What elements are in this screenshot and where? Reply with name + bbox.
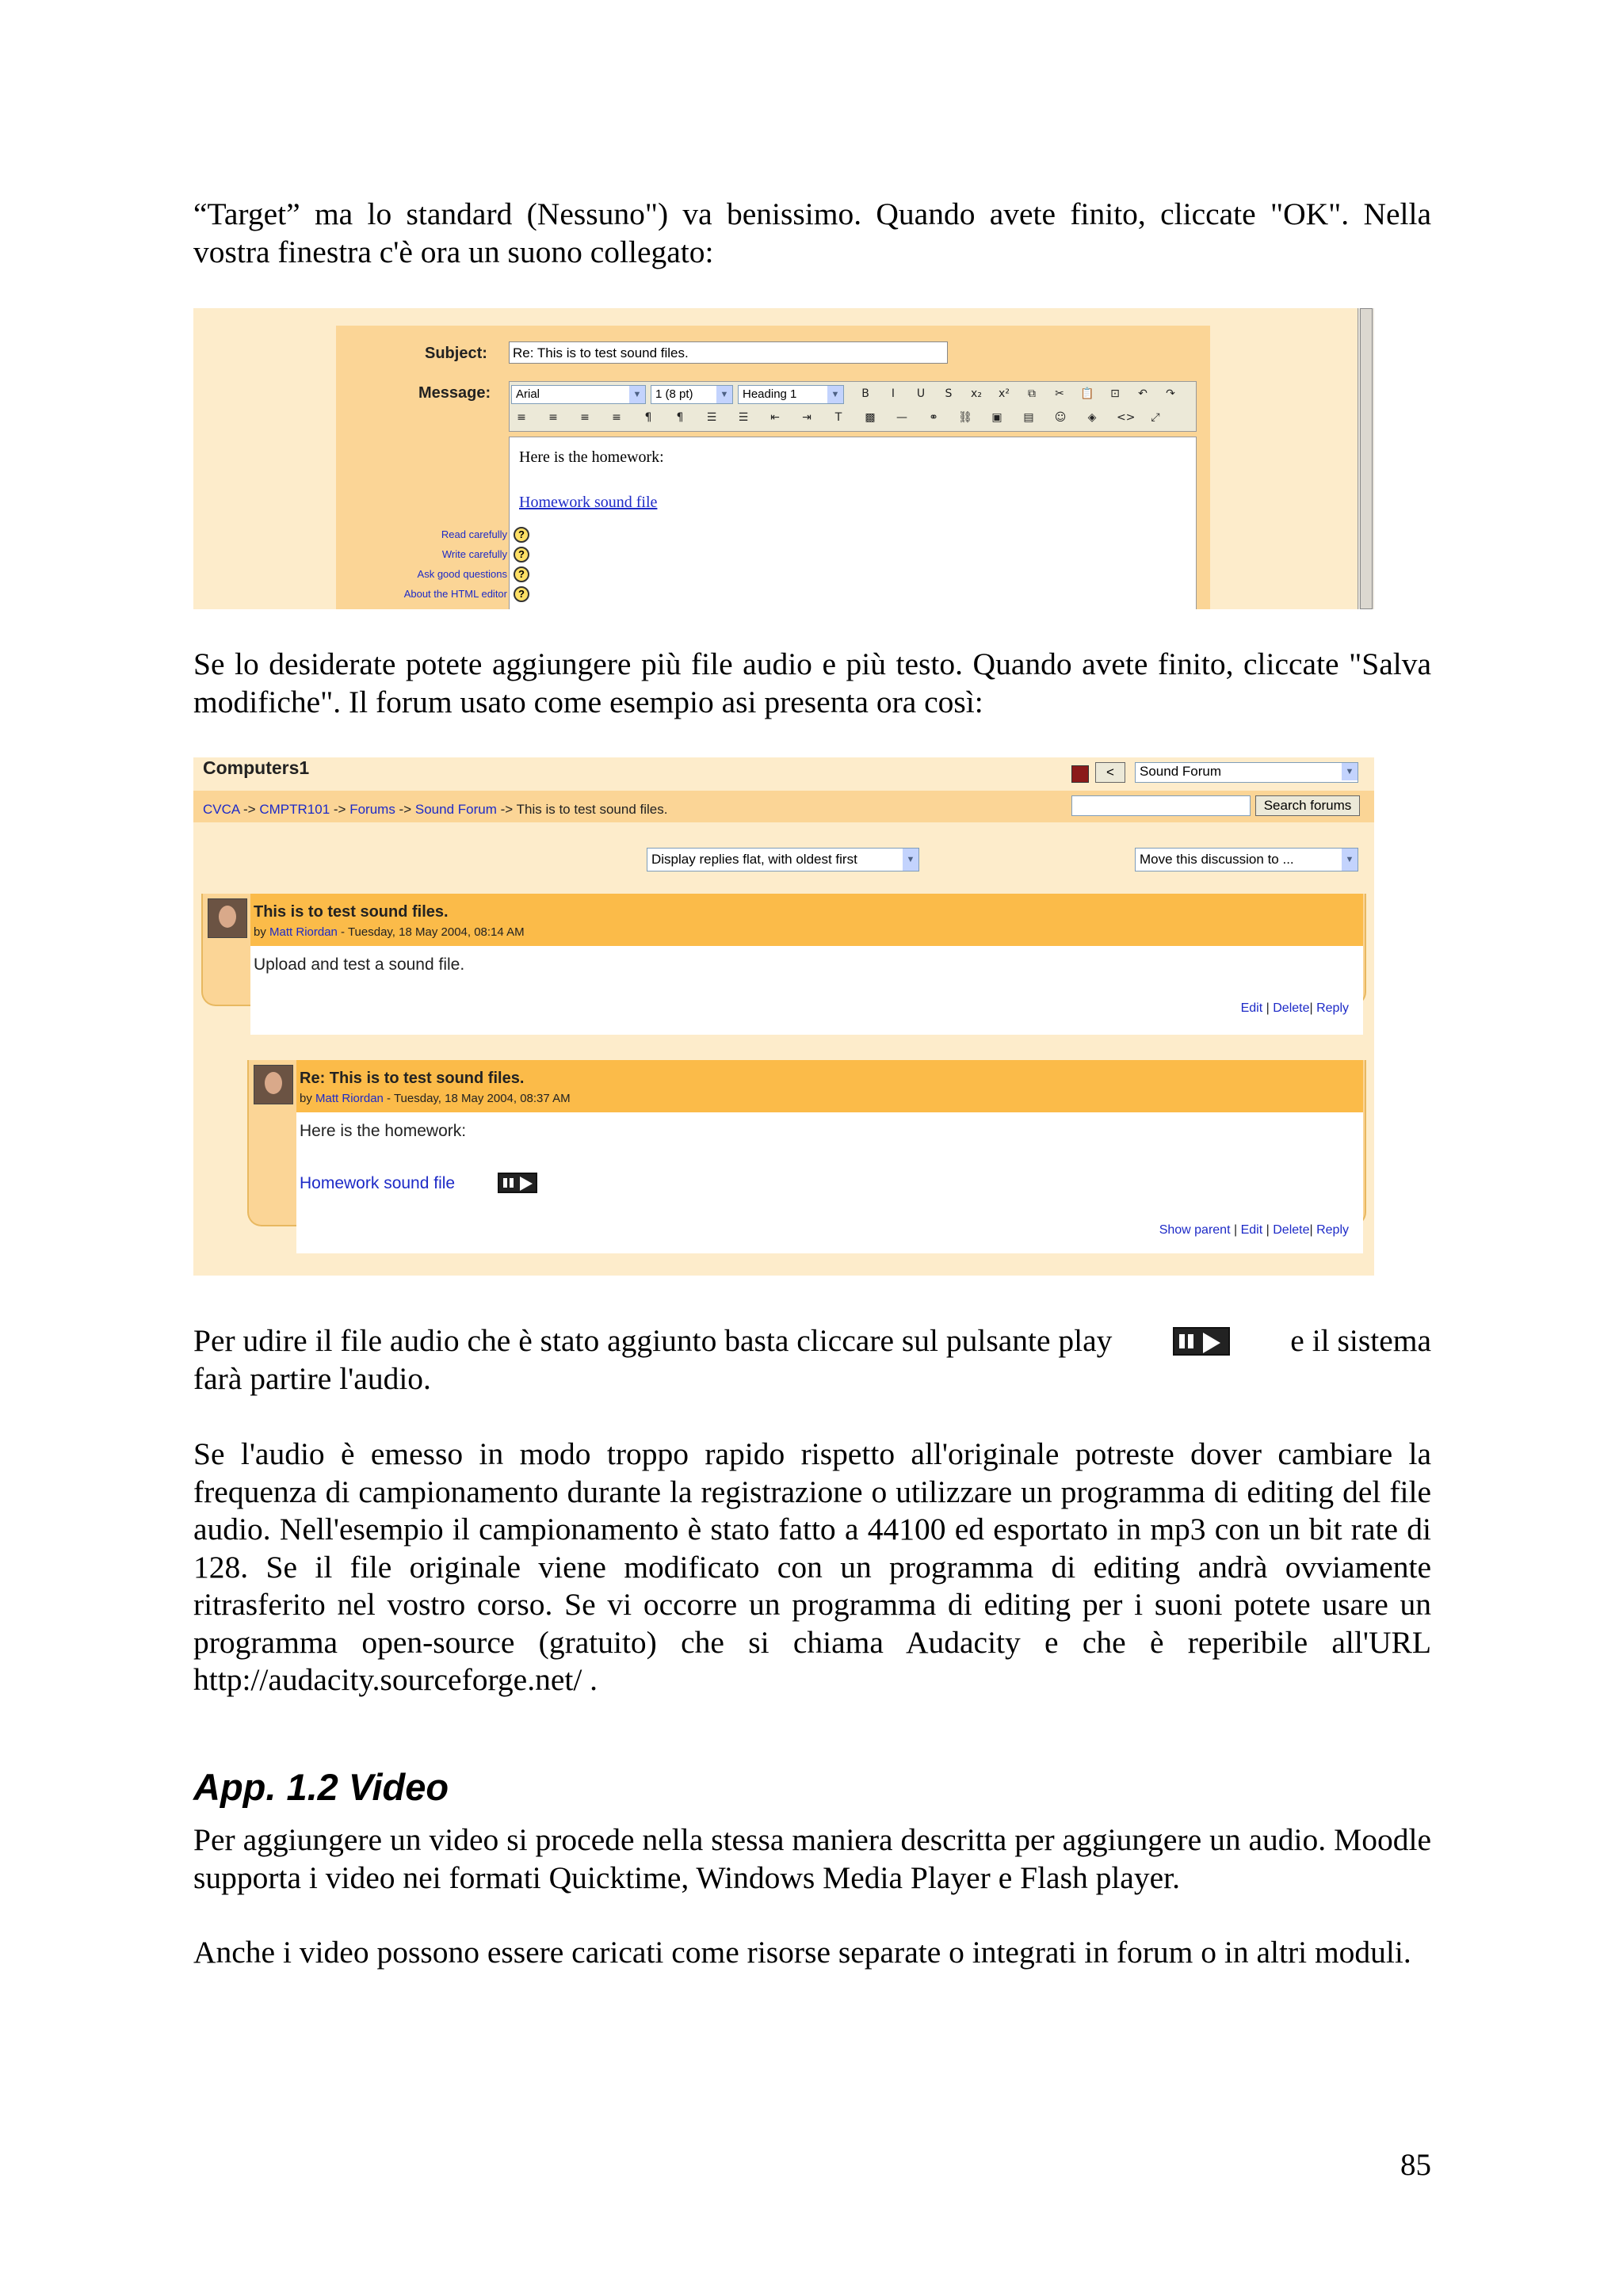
- post-byline: by Matt Riordan - Tuesday, 18 May 2004, 08:37 AM: [300, 1092, 571, 1105]
- help-link-write[interactable]: Write carefully: [441, 548, 507, 560]
- breadcrumb-sound-forum[interactable]: Sound Forum: [414, 802, 497, 817]
- course-title[interactable]: Computers1: [203, 757, 310, 778]
- scrollbar[interactable]: [1358, 308, 1374, 609]
- toolbar-button-icon[interactable]: ⤢: [1151, 411, 1160, 424]
- chevron-down-icon: ▼: [716, 386, 732, 403]
- toolbar-button-icon[interactable]: B: [861, 387, 869, 400]
- toolbar-button-icon[interactable]: <>: [1117, 411, 1136, 424]
- paragraph-3-start: Per udire il file audio che è stato aggiunto basta cliccare sul pulsante play: [193, 1323, 1113, 1358]
- paragraph-4: Se l'audio è emesso in modo troppo rapido rispetto all'originale potreste dover cambiare la frequenza di campionamento durante la registrazione o utilizzare un programma di editing del file audio. Nell'esempio il campionamento è stato fatto a 44100 ed esportato in mp3 con un bit rate di 128. Se il file originale viene modificato con un programma di editing andrà ovviamente ritrasferito nel vostro corso. Se vi occorre un programma di editing per i suoni potete usare un programma open-source (gratuito) che si chiama Audacity e che è reperibile all'URL http://audacity.sourceforge.net/ .: [193, 1436, 1431, 1697]
- paragraph-5: Per aggiungere un video si procede nella stessa maniera descritta per aggiungere un audio. Moodle supporta i video nei formati Quicktime, Windows Media Player e Flash player.: [193, 1822, 1431, 1895]
- toolbar-button-icon[interactable]: T: [834, 411, 842, 424]
- paragraph-2: Se lo desiderate potete aggiungere più file audio e più testo. Quando avete finito, cliccate "Salva modifiche". Il forum usato come esempio asi presenta ora così:: [193, 646, 1431, 719]
- back-button[interactable]: <: [1095, 762, 1125, 783]
- toolbar-button-icon[interactable]: S: [945, 387, 953, 400]
- post-byline: by Matt Riordan - Tuesday, 18 May 2004, 08:14 AM: [254, 925, 525, 939]
- toolbar-button-icon[interactable]: ≡: [548, 411, 558, 424]
- page-number: 85: [1400, 2148, 1431, 2182]
- reply-link[interactable]: Reply: [1316, 1001, 1349, 1015]
- section-heading: App. 1.2 Video: [193, 1766, 449, 1808]
- message-editor[interactable]: [509, 437, 1197, 609]
- paragraph-3-end-second-line: farà partire l'audio.: [193, 1360, 431, 1396]
- search-input[interactable]: [1071, 795, 1251, 816]
- help-icon[interactable]: ?: [514, 566, 529, 582]
- message-label: Message:: [418, 384, 491, 402]
- show-parent-link[interactable]: Show parent: [1159, 1223, 1231, 1237]
- author-link[interactable]: Matt Riordan: [269, 925, 338, 939]
- toolbar-button-icon[interactable]: ↶: [1138, 387, 1148, 400]
- move-discussion-select[interactable]: Move this discussion to ... ▼: [1135, 848, 1358, 871]
- delete-link[interactable]: Delete: [1273, 1223, 1310, 1237]
- toolbar-button-icon[interactable]: ▤: [1023, 411, 1034, 424]
- toolbar-button-icon[interactable]: ¶: [644, 411, 652, 424]
- toolbar-button-icon[interactable]: ≡: [517, 411, 526, 424]
- breadcrumb-current: This is to test sound files.: [516, 802, 668, 817]
- chevron-down-icon: ▼: [1342, 849, 1358, 871]
- toolbar-button-icon[interactable]: ⇥: [802, 411, 812, 424]
- toolbar-button-icon[interactable]: ⚭: [929, 411, 938, 424]
- toolbar-button-icon[interactable]: ☰: [738, 411, 749, 424]
- search-forums-button[interactable]: Search forums: [1255, 795, 1360, 816]
- toolbar-button-icon[interactable]: I: [891, 387, 896, 400]
- toolbar-button-icon[interactable]: x²: [999, 387, 1010, 400]
- breadcrumb-cvca[interactable]: CVCA: [203, 802, 240, 817]
- avatar[interactable]: [208, 898, 247, 938]
- toolbar-button-icon[interactable]: ✂: [1055, 387, 1064, 400]
- toolbar-button-icon[interactable]: ⧉: [1028, 387, 1036, 400]
- paragraph-1: “Target” ma lo standard (Nessuno") va benissimo. Quando avete finito, cliccate "OK". Nella vostra finestra c'è ora un suono collegato:: [193, 196, 1431, 269]
- toolbar-button-icon[interactable]: ☰: [706, 411, 717, 424]
- toolbar-button-icon[interactable]: ⊡: [1110, 387, 1120, 400]
- breadcrumb-forums[interactable]: Forums: [349, 802, 395, 817]
- toolbar-button-icon[interactable]: ▩: [865, 411, 876, 424]
- display-mode-select[interactable]: Display replies flat, with oldest first ▼: [647, 848, 919, 871]
- toolbar-button-icon[interactable]: ≡: [612, 411, 621, 424]
- post-title: This is to test sound files.: [254, 903, 449, 921]
- format-select[interactable]: Heading 1 ▼: [738, 385, 844, 404]
- reply-link[interactable]: Reply: [1316, 1223, 1349, 1237]
- play-icon[interactable]: [498, 1173, 537, 1193]
- subject-input[interactable]: Re: This is to test sound files.: [509, 341, 948, 364]
- paragraph-3: [193, 1322, 1431, 1398]
- editor-text: Here is the homework:: [519, 448, 664, 466]
- chevron-down-icon: ▼: [827, 386, 843, 403]
- editor-toolbar: [509, 381, 1197, 432]
- toolbar-button-icon[interactable]: ↷: [1166, 387, 1175, 400]
- toolbar-button-icon[interactable]: ⇤: [770, 411, 780, 424]
- post-actions: Edit | Delete| Reply: [1240, 1001, 1349, 1015]
- help-icon[interactable]: ?: [514, 527, 529, 543]
- toolbar-button-icon[interactable]: ◈: [1087, 411, 1097, 424]
- font-select[interactable]: Arial ▼: [511, 385, 646, 404]
- help-icon[interactable]: ?: [514, 586, 529, 602]
- author-link[interactable]: Matt Riordan: [315, 1092, 384, 1105]
- chevron-down-icon: ▼: [1342, 763, 1358, 780]
- toolbar-button-icon[interactable]: ≡: [580, 411, 590, 424]
- homework-sound-link[interactable]: Homework sound file: [519, 494, 658, 511]
- chevron-down-icon: ▼: [903, 849, 918, 871]
- chevron-down-icon: ▼: [629, 386, 645, 403]
- edit-link[interactable]: Edit: [1240, 1001, 1263, 1015]
- breadcrumb: CVCA -> CMPTR101 -> Forums -> Sound Forum -> This is to test sound files.: [203, 802, 668, 817]
- homework-sound-link[interactable]: Homework sound file: [300, 1174, 456, 1192]
- paragraph-3-end-first-line: e il sistema: [1290, 1323, 1431, 1358]
- help-link-read[interactable]: Read carefully: [441, 528, 507, 540]
- toolbar-button-icon[interactable]: ▣: [991, 411, 1002, 424]
- help-icon[interactable]: ?: [514, 547, 529, 563]
- forum-jump-select[interactable]: Sound Forum ▼: [1135, 762, 1358, 783]
- toolbar-button-icon[interactable]: ☺: [1054, 411, 1067, 424]
- editor-screenshot: [193, 308, 1374, 609]
- toolbar-button-icon[interactable]: x₂: [971, 387, 982, 400]
- toolbar-button-icon[interactable]: ⛓: [958, 411, 972, 424]
- save-icon[interactable]: [1071, 765, 1089, 783]
- edit-link[interactable]: Edit: [1240, 1223, 1263, 1237]
- toolbar-button-icon[interactable]: 📋: [1080, 387, 1094, 400]
- post-text: Here is the homework:: [300, 1122, 467, 1140]
- help-link-questions[interactable]: Ask good questions: [417, 568, 507, 580]
- help-link-html-editor[interactable]: About the HTML editor: [403, 588, 507, 600]
- size-select[interactable]: 1 (8 pt) ▼: [651, 385, 733, 404]
- toolbar-button-icon[interactable]: —: [896, 411, 907, 424]
- paragraph-6: Anche i video possono essere caricati come risorse separate o integrati in forum o in altri moduli.: [193, 1935, 1411, 1970]
- breadcrumb-course[interactable]: CMPTR101: [259, 802, 330, 817]
- post-text: Upload and test a sound file.: [254, 955, 465, 974]
- avatar[interactable]: [254, 1065, 293, 1104]
- forum-screenshot: [193, 757, 1374, 1276]
- delete-link[interactable]: Delete: [1273, 1001, 1310, 1015]
- play-icon: [1173, 1327, 1230, 1356]
- toolbar-button-icon[interactable]: ¶: [676, 411, 684, 424]
- post-title: Re: This is to test sound files.: [300, 1070, 525, 1087]
- toolbar-button-icon[interactable]: U: [916, 387, 926, 400]
- subject-label: Subject:: [425, 345, 487, 362]
- post-actions: Show parent | Edit | Delete| Reply: [1159, 1223, 1349, 1237]
